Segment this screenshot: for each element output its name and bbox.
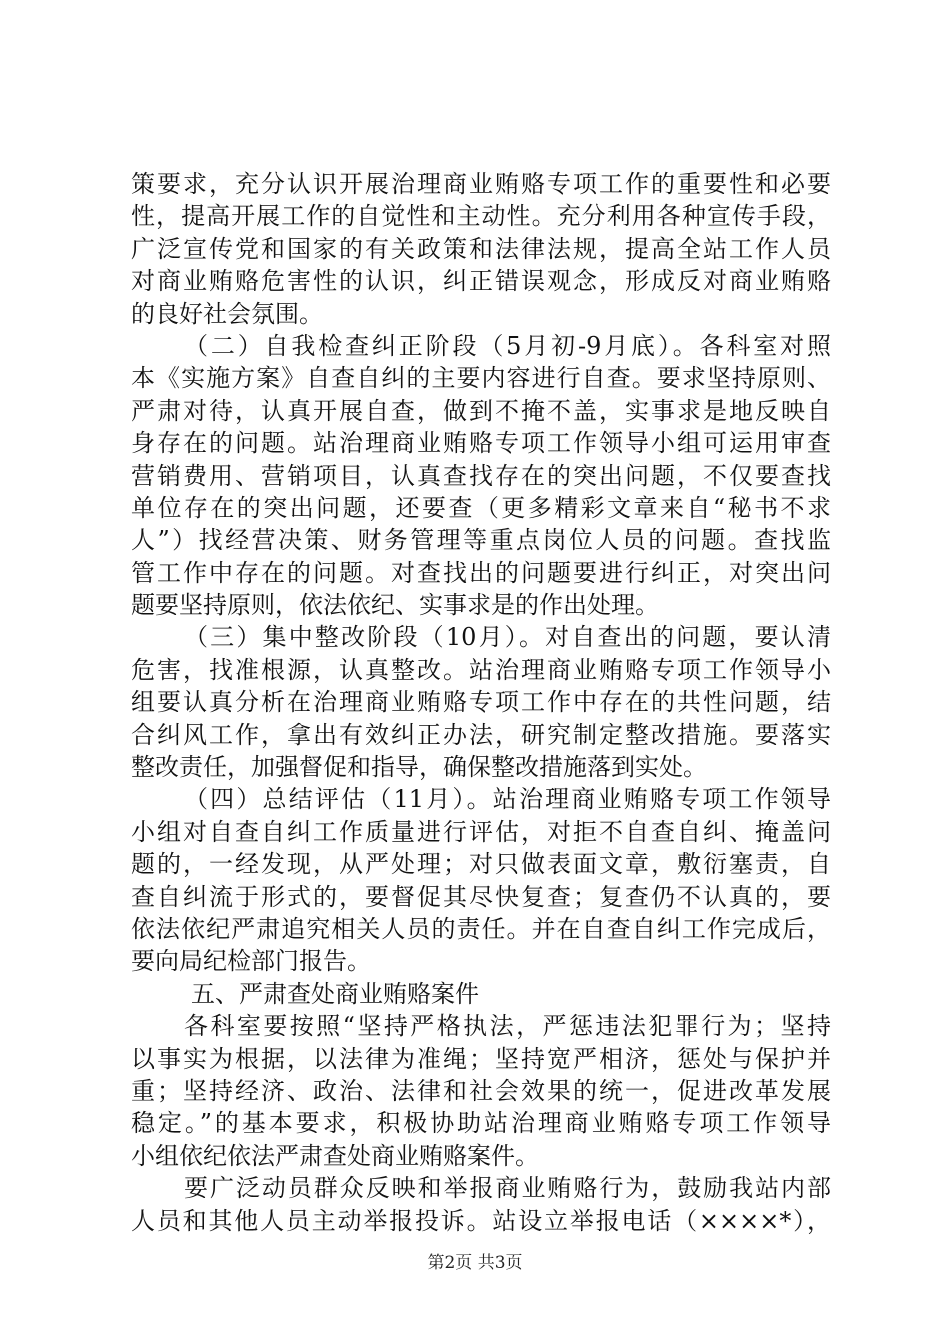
text-line: 小组依纪依法严肃查处商业贿赂案件。 bbox=[131, 1141, 539, 1170]
text-line: 的良好社会氛围。 bbox=[131, 299, 323, 328]
text-line: 小组对自查自纠工作质量进行评估，对拒不自查自纠、掩盖问 bbox=[131, 817, 831, 846]
paragraph-start-line: （三）集中整改阶段（10月）。对自查出的问题，要认清 bbox=[184, 623, 831, 652]
text-line: 本《实施方案》自查自纠的主要内容进行自查。要求坚持原则、 bbox=[131, 364, 831, 393]
text-line: 重；坚持经济、政治、法律和社会效果的统一，促进改革发展 bbox=[131, 1076, 831, 1105]
paragraph-start-line: （四）总结评估（11月）。站治理商业贿赂专项工作领导 bbox=[184, 785, 831, 814]
text-line: 严肃对待，认真开展自查，做到不掩不盖，实事求是地反映自 bbox=[131, 396, 831, 425]
text-line: 合纠风工作，拿出有效纠正办法，研究制定整改措施。要落实 bbox=[131, 720, 831, 749]
paragraph-start-line: 各科室要按照“坚持严格执法，严惩违法犯罪行为；坚持 bbox=[184, 1012, 831, 1041]
paragraph-start-line: （二）自我检查纠正阶段（5月初-9月底）。各科室对照 bbox=[184, 331, 831, 360]
page-footer bbox=[0, 1252, 950, 1274]
text-line: 对商业贿赂危害性的认识，纠正错误观念，形成反对商业贿赂 bbox=[131, 267, 831, 296]
text-line: 管工作中存在的问题。对查找出的问题要进行纠正，对突出问 bbox=[131, 558, 831, 587]
text-line: 危害，找准根源，认真整改。站治理商业贿赂专项工作领导小 bbox=[131, 655, 831, 684]
text-line: 组要认真分析在治理商业贿赂专项工作中存在的共性问题，结 bbox=[131, 688, 831, 717]
text-line: 单位存在的突出问题，还要查（更多精彩文章来自“秘书不求 bbox=[131, 493, 831, 522]
text-line: 身存在的问题。站治理商业贿赂专项工作领导小组可运用审查 bbox=[131, 429, 831, 458]
paragraph-start-line: 要广泛动员群众反映和举报商业贿赂行为，鼓励我站内部 bbox=[184, 1174, 831, 1203]
text-line: 查自纠流于形式的，要督促其尽快复查；复查仍不认真的，要 bbox=[131, 882, 831, 911]
text-line: 营销费用、营销项目，认真查找存在的突出问题，不仅要查找 bbox=[131, 461, 831, 490]
document-body bbox=[131, 168, 831, 1237]
text-line: 人”）找经营决策、财务管理等重点岗位人员的问题。查找监 bbox=[131, 526, 831, 555]
text-line: 策要求，充分认识开展治理商业贿赂专项工作的重要性和必要 bbox=[131, 170, 831, 198]
section-heading: 五、严肃查处商业贿赂案件 bbox=[191, 979, 479, 1008]
text-line: 以事实为根据，以法律为准绳；坚持宽严相济，惩处与保护并 bbox=[131, 1044, 831, 1073]
page-number: 第2页 共3页 bbox=[427, 1253, 523, 1273]
text-line: 题的，一经发现，从严处理；对只做表面文章，敷衍塞责，自 bbox=[131, 850, 831, 879]
text-line: 人员和其他人员主动举报投诉。站设立举报电话（××××*）， bbox=[131, 1206, 831, 1235]
text-line: 性，提高开展工作的自觉性和主动性。充分利用各种宣传手段， bbox=[131, 202, 831, 231]
text-line: 稳定。”的基本要求，积极协助站治理商业贿赂专项工作领导 bbox=[131, 1109, 831, 1138]
text-line: 要向局纪检部门报告。 bbox=[131, 947, 371, 976]
text-line: 整改责任，加强督促和指导，确保整改措施落到实处。 bbox=[131, 753, 707, 782]
text-line: 题要坚持原则，依法依纪、实事求是的作出处理。 bbox=[131, 591, 659, 620]
text-line: 依法依纪严肃追究相关人员的责任。并在自查自纠工作完成后， bbox=[131, 914, 831, 943]
text-line: 广泛宣传党和国家的有关政策和法律法规，提高全站工作人员 bbox=[131, 234, 831, 263]
